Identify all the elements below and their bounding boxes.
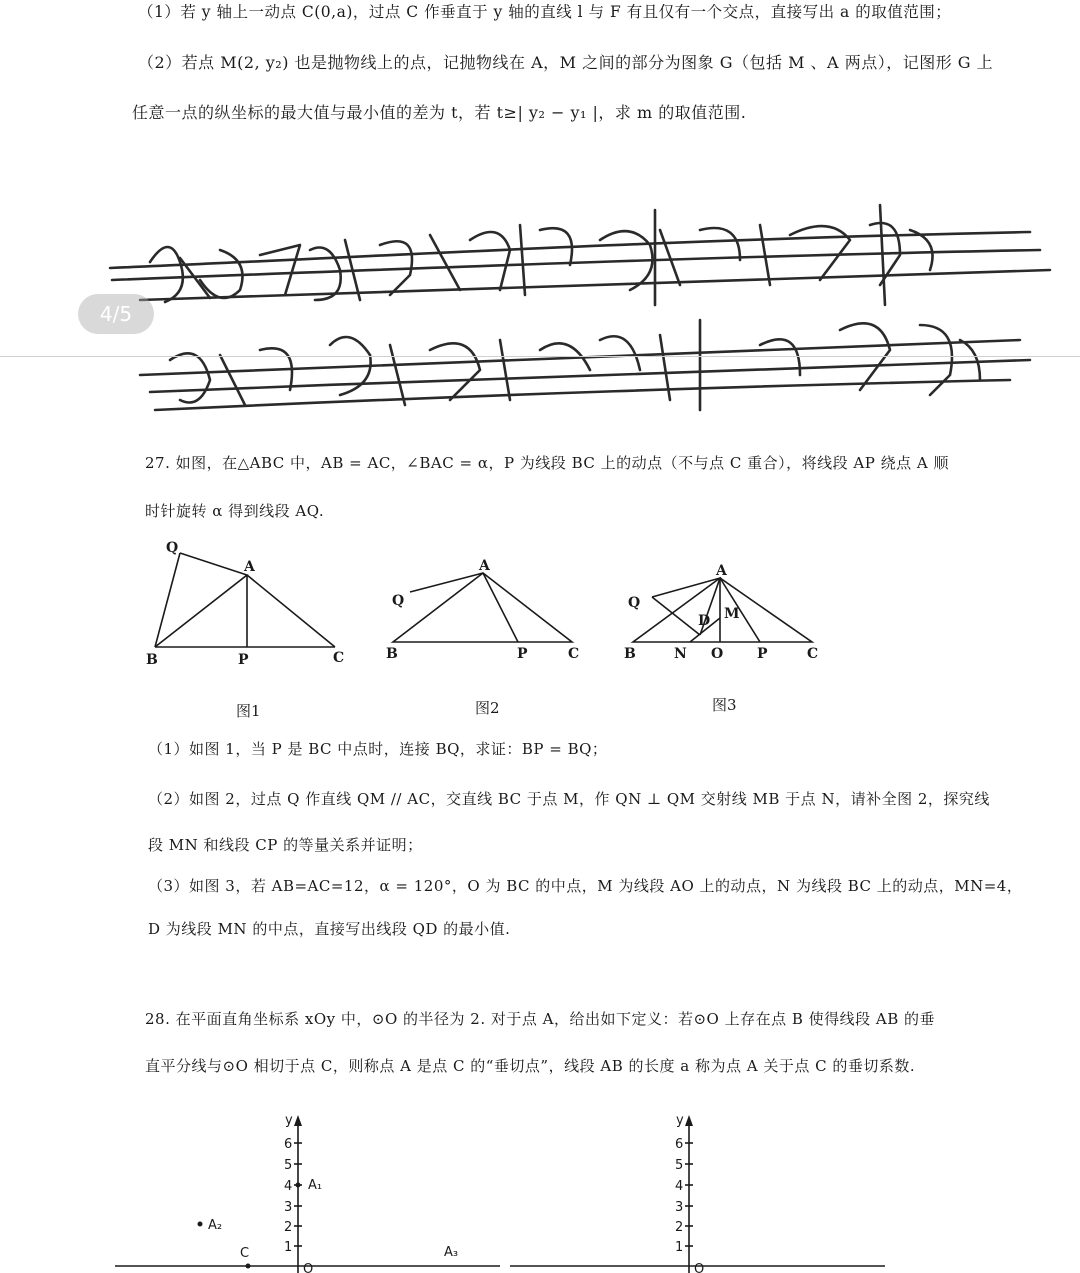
fig3-caption: 图3 bbox=[712, 696, 737, 714]
fig2-label-c: C bbox=[568, 646, 580, 662]
q27-part1: （1）如图 1，当 P 是 BC 中点时，连接 BQ，求证：BP = BQ； bbox=[148, 740, 608, 758]
right-tick-3: 3 bbox=[675, 1200, 684, 1215]
fig1-label-p: P bbox=[238, 652, 249, 668]
left-coordinate-plane bbox=[115, 1113, 500, 1273]
fig3-label-n: N bbox=[674, 646, 687, 662]
left-tick-4: 4 bbox=[284, 1179, 293, 1194]
right-origin-label: O bbox=[694, 1262, 705, 1273]
q27-part2-line2: 段 MN 和线段 CP 的等量关系并证明； bbox=[148, 836, 423, 854]
fig3-label-c: C bbox=[807, 646, 819, 662]
q27-stem-line2: 时针旋转 α 得到线段 AQ. bbox=[145, 502, 325, 520]
left-axis-y-label: y bbox=[285, 1113, 293, 1128]
right-tick-6: 6 bbox=[675, 1137, 684, 1152]
point-a2-marker bbox=[198, 1222, 203, 1227]
fig1-label-a: A bbox=[244, 559, 255, 575]
page-indicator: 4/5 bbox=[78, 294, 154, 334]
fig3-label-a: A bbox=[716, 563, 727, 579]
point-c-label: C bbox=[240, 1246, 250, 1261]
point-c-marker bbox=[246, 1264, 251, 1269]
left-tick-3: 3 bbox=[284, 1200, 293, 1215]
fig2-label-p: P bbox=[517, 646, 528, 662]
fig2-label-b: B bbox=[386, 646, 398, 662]
left-tick-6: 6 bbox=[284, 1137, 293, 1152]
point-a1-marker bbox=[296, 1183, 301, 1188]
left-tick-1: 1 bbox=[284, 1240, 293, 1255]
right-axis-y-label: y bbox=[676, 1113, 684, 1128]
fig3-label-o: O bbox=[711, 646, 724, 662]
right-y-ticks bbox=[675, 1137, 693, 1255]
left-origin-label: O bbox=[303, 1262, 314, 1273]
q28-stem-line2: 直平分线与⊙O 相切于点 C，则称点 A 是点 C 的“垂切点”，线段 AB 的长度 a 称为点 A 关于点 C 的垂切系数. bbox=[145, 1057, 916, 1075]
right-tick-5: 5 bbox=[675, 1158, 684, 1173]
q27-part3-line2: D 为线段 MN 的中点，直接写出线段 QD 的最小值. bbox=[148, 920, 511, 938]
fig3-label-p: P bbox=[757, 646, 768, 662]
left-y-ticks bbox=[284, 1137, 302, 1255]
fig3-label-b: B bbox=[624, 646, 636, 662]
q26-part2-line2: 任意一点的纵坐标的最大值与最小值的差为 t，若 t≥| y₂ − y₁ |，求 m 的取值范围. bbox=[132, 103, 747, 122]
fig3-label-q: Q bbox=[628, 595, 641, 611]
fig2-label-a: A bbox=[479, 558, 490, 574]
fig1-label-c: C bbox=[333, 650, 345, 666]
q28-stem-line1: 28. 在平面直角坐标系 xOy 中，⊙O 的半径为 2. 对于点 A，给出如下定义：若⊙O 上存在点 B 使得线段 AB 的垂 bbox=[145, 1010, 936, 1028]
point-a3-label: A₃ bbox=[444, 1245, 459, 1260]
fig3-label-d: D bbox=[698, 613, 711, 629]
right-tick-4: 4 bbox=[675, 1179, 684, 1194]
right-tick-2: 2 bbox=[675, 1220, 684, 1235]
fig3-label-m: M bbox=[724, 606, 740, 622]
fig1-caption: 图1 bbox=[236, 702, 261, 720]
q27-stem-line1: 27. 如图，在△ABC 中，AB = AC，∠BAC = α，P 为线段 BC 上的动点（不与点 C 重合），将线段 AP 绕点 A 顺 bbox=[145, 454, 949, 472]
fig1-label-b: B bbox=[146, 652, 158, 668]
point-a1-label: A₁ bbox=[308, 1178, 323, 1193]
right-coordinate-plane bbox=[510, 1113, 885, 1273]
q27-part3-line1: （3）如图 3，若 AB=AC=12，α = 120°，O 为 BC 的中点，M 为线段 AO 上的动点，N 为线段 BC 上的动点，MN=4， bbox=[148, 877, 1023, 895]
point-a2-label: A₂ bbox=[208, 1218, 223, 1233]
right-tick-1: 1 bbox=[675, 1240, 684, 1255]
fig2-caption: 图2 bbox=[475, 699, 500, 717]
q26-part1: （1）若 y 轴上一动点 C(0,a)，过点 C 作垂直于 y 轴的直线 l 与 F 有且仅有一个交点，直接写出 a 的取值范围； bbox=[138, 3, 952, 21]
q26-part2-line1: （2）若点 M(2, y₂) 也是抛物线上的点，记抛物线在 A，M 之间的部分为图象 G（包括 M 、A 两点），记图形 G 上 bbox=[138, 53, 994, 72]
left-tick-5: 5 bbox=[284, 1158, 293, 1173]
fig1-label-q: Q bbox=[166, 540, 179, 556]
fig2-label-q: Q bbox=[392, 593, 405, 609]
q27-part2-line1: （2）如图 2，过点 Q 作直线 QM // AC，交直线 BC 于点 M，作 QN ⊥ QM 交射线 MB 于点 N，请补全图 2，探究线 bbox=[148, 790, 990, 808]
left-tick-2: 2 bbox=[284, 1220, 293, 1235]
